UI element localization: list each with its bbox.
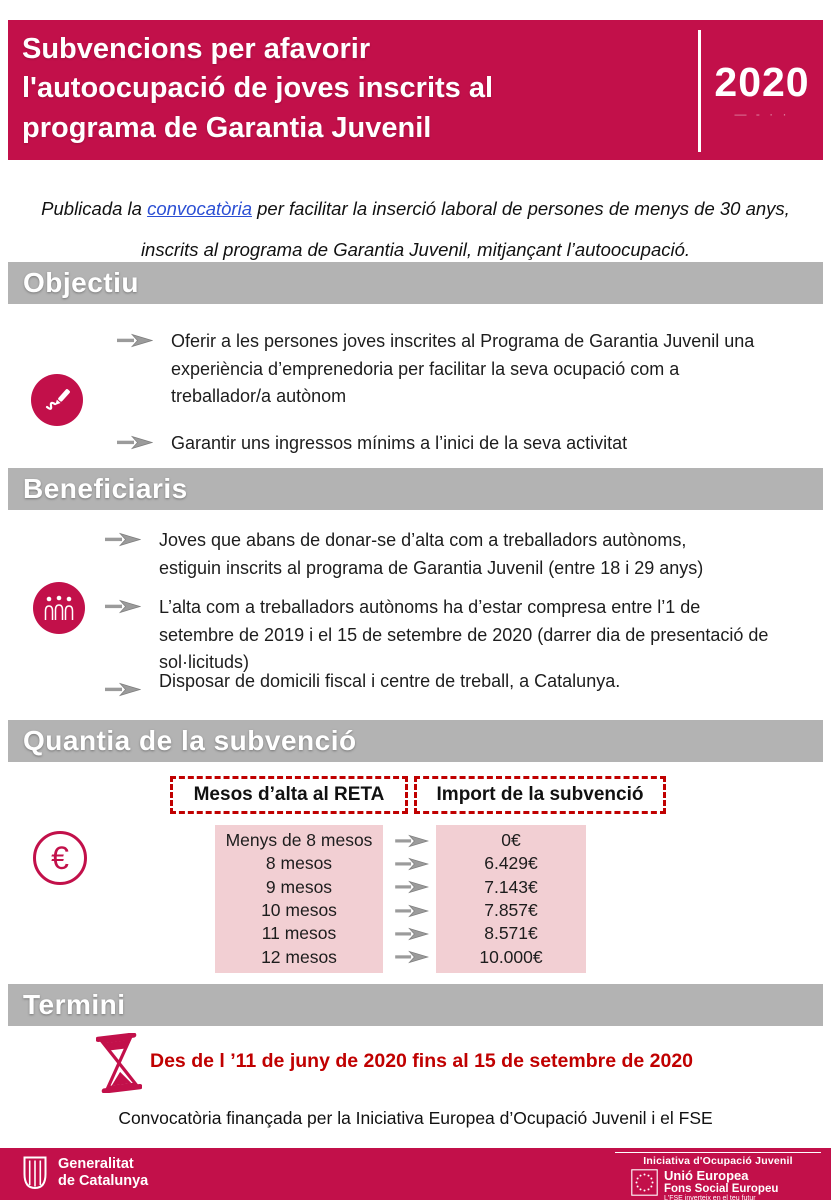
import-column [436,825,586,973]
page-header [8,20,823,160]
arrow-right-icon [393,927,431,941]
year-label: 2020 [714,59,810,105]
eu-union-label: Unió Europea [664,1168,749,1183]
table-cell-mesos: 12 mesos [261,946,337,967]
funding-note: Convocatòria finançada per la Iniciativa Europea d’Ocupació Juvenil i el FSE [118,1108,713,1128]
title-line-1: Subvencions per afavorir [22,33,371,65]
arrow-right-icon [393,834,431,848]
generalitat-line-1: Generalitat [58,1156,134,1172]
page-footer [0,1148,831,1200]
eu-logo-row [615,1169,821,1200]
senyera-shield-icon [22,1156,48,1190]
mesos-column [215,825,383,973]
bullet-text: Oferir a les persones joves inscrites al Programa de Garantia Juvenil una experiència d’emprenedoria per facilitar la seva ocupació com a treballador/a autònom [171,331,755,406]
intro-line-2: inscrits al programa de Garantia Juvenil, mitjançant l’autoocupació. [140,239,691,260]
table-cell-import: 0€ [501,830,521,851]
generalitat-wordmark [58,1156,148,1190]
page-title [8,20,698,160]
table-cell-import: 7.143€ [484,876,538,897]
table-cell-mesos: 9 mesos [265,876,333,897]
arrow-right-icon [117,333,153,348]
bullet-text: Disposar de domicili fiscal i centre de treball, a Catalunya. [159,671,621,691]
table-cell-mesos: 10 mesos [261,900,337,921]
pen-icon [31,374,83,426]
eu-text-lines [664,1169,778,1200]
arrow-right-icon [393,950,431,964]
objectiu-bullet-1 [117,328,777,411]
table-header-mesos: Mesos d’alta al RETA [170,776,408,814]
title-line-3: programa de Garantia Juvenil [22,111,432,144]
arrow-right-icon [393,857,431,871]
people-icon-glyph [42,594,76,622]
eu-fons-label: Fons Social Europeu [664,1182,779,1195]
pen-icon-glyph [41,384,73,416]
year-badge [701,20,823,160]
beneficiaris-bullet-1 [105,527,745,582]
table-cell-import: 7.857€ [484,900,538,921]
bullet-text: L’alta com a treballadors autònoms ha d’estar compresa entre l’1 de setembre de 2019 i el 15 de setembre de 2020 (darrer dia de presentació de sol·licituds) [159,597,769,672]
table-arrows-column [391,829,433,969]
generalitat-line-2: de Catalunya [58,1173,149,1190]
eu-flag-icon [631,1169,658,1196]
section-header-termini: Termini [8,984,823,1026]
hourglass-icon [96,1033,142,1093]
bullet-text: Garantir uns ingressos mínims a l’inici de la seva activitat [171,433,628,453]
intro-pre-link: Publicada la [41,198,148,219]
people-icon [33,582,85,634]
euro-symbol: € [51,839,69,876]
intro-line-1 [0,188,831,229]
year-sub-marks: — - · · [734,107,790,121]
arrow-right-icon [393,904,431,918]
arrow-right-icon [117,435,153,450]
table-cell-mesos: 8 mesos [265,853,333,874]
table-cell-import: 10.000€ [479,946,543,967]
convocatoria-link[interactable]: convocatòria [147,198,252,219]
beneficiaris-bullet-2 [105,594,777,677]
arrow-right-icon [105,532,141,547]
table-cell-import: 8.571€ [484,923,538,944]
objectiu-bullet-2 [117,430,777,458]
arrow-right-icon [105,599,141,614]
eu-funding-block [615,1152,821,1200]
eu-initiative-label: Iniciativa d'Ocupació Juvenil [615,1152,821,1167]
arrow-right-icon [393,880,431,894]
eu-tagline: L'FSE inverteix en el teu futur [664,1195,756,1200]
intro-paragraph [0,188,831,270]
euro-icon [33,831,87,885]
arrow-right-icon [105,682,141,697]
section-header-objectiu: Objectiu [8,262,823,304]
generalitat-logo [22,1156,148,1190]
table-cell-mesos: Menys de 8 mesos [225,830,373,851]
section-header-beneficiaris: Beneficiaris [8,468,823,510]
beneficiaris-bullet-3 [105,668,765,697]
bullet-text: Joves que abans de donar-se d’alta com a treballadors autònoms, estiguin inscrits al programa de Garantia Juvenil (entre 18 i 29 anys) [159,530,704,578]
table-header-import: Import de la subvenció [414,776,666,814]
section-header-quantia: Quantia de la subvenció [8,720,823,762]
deadline-text: Des de l ’11 de juny de 2020 fins al 15 de setembre de 2020 [150,1050,694,1072]
table-cell-mesos: 11 mesos [261,923,337,944]
title-line-2: l'autoocupació de joves inscrits al [22,72,494,105]
intro-post-link: per facilitar la inserció laboral de persones de menys de 30 anys, [252,198,790,219]
table-cell-import: 6.429€ [484,853,538,874]
